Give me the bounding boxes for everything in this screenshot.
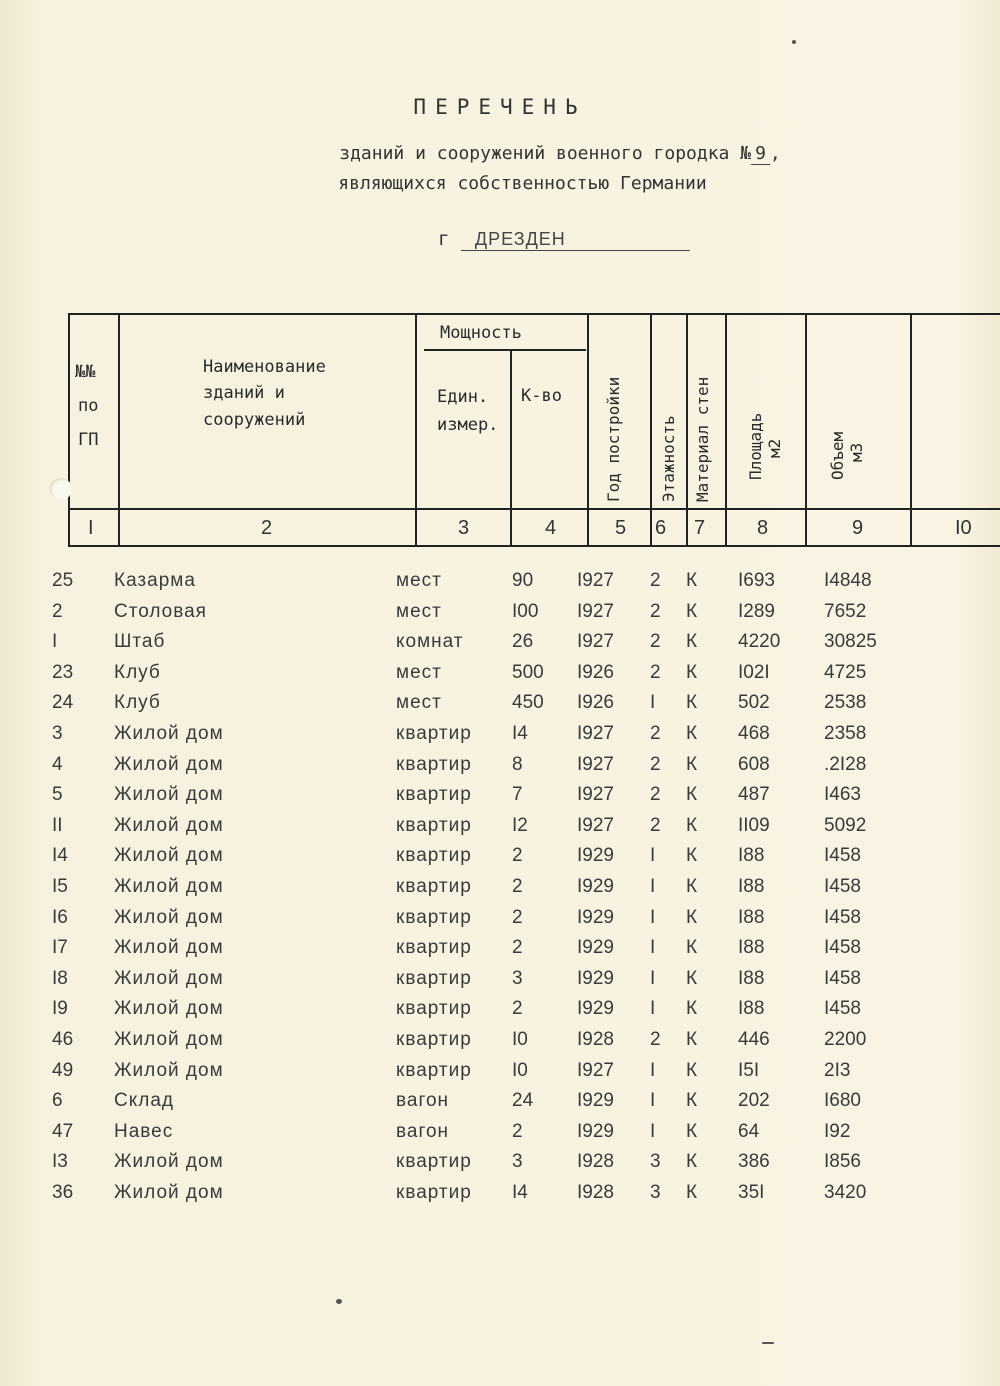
cell-year: I928	[577, 1151, 614, 1173]
header-volume-line1: Объем	[828, 431, 847, 480]
col-border-9	[910, 313, 912, 547]
cell-year: I928	[577, 1182, 614, 1203]
cell-gp: 24	[52, 692, 74, 714]
cell-name: Склад	[114, 1090, 174, 1112]
cell-year: I929	[577, 876, 614, 897]
cell-gp: II	[52, 814, 63, 836]
header-bottom-border	[68, 545, 1000, 547]
cell-qty: 2	[512, 937, 523, 959]
cell-qty: 450	[512, 692, 544, 714]
cell-volume: I458	[824, 998, 861, 1020]
cell-floors: 2	[650, 570, 661, 591]
table-row	[0, 662, 1000, 692]
cell-qty: 500	[512, 661, 544, 683]
cell-name: Штаб	[114, 631, 166, 653]
cell-area: 202	[738, 1090, 770, 1112]
cell-year: I927	[577, 784, 614, 806]
header-year: Год постройки	[604, 376, 623, 502]
cell-unit: квартир	[396, 845, 472, 867]
cell-floors: I	[650, 998, 656, 1020]
cell-volume: 3420	[824, 1182, 867, 1203]
cell-qty: I00	[512, 600, 539, 622]
cell-qty: 26	[512, 631, 534, 653]
city-prefix: г	[438, 228, 450, 250]
col-border-6	[686, 313, 688, 547]
cell-material: К	[686, 1182, 698, 1203]
cell-area: I88	[738, 876, 765, 897]
cell-material: К	[686, 600, 698, 622]
cell-area: 468	[738, 723, 770, 744]
cell-gp: I8	[52, 967, 68, 989]
cell-floors: I	[650, 1090, 656, 1112]
cell-area: I88	[738, 967, 765, 989]
cell-qty: 3	[512, 967, 523, 989]
cell-year: I929	[577, 1120, 614, 1142]
column-number-8: 8	[757, 517, 769, 539]
cell-material: К	[686, 814, 698, 836]
cell-qty: 3	[512, 1151, 523, 1173]
cell-name: Жилой дом	[114, 998, 224, 1020]
cell-area: 608	[738, 753, 770, 775]
column-number-7: 7	[694, 517, 706, 539]
cell-floors: 2	[650, 1029, 661, 1050]
cell-floors: I	[650, 1059, 656, 1081]
cell-year: I929	[577, 906, 614, 928]
cell-area: 4220	[738, 631, 781, 653]
cell-unit: мест	[396, 661, 442, 683]
header-unit-line2: измер.	[437, 415, 499, 436]
cell-year: I927	[577, 1059, 614, 1081]
table-row	[0, 1060, 1000, 1090]
cell-gp: I4	[52, 845, 68, 867]
table-row	[0, 631, 1000, 661]
column-number-5: 5	[615, 517, 627, 539]
column-number-4: 4	[545, 517, 557, 539]
table-row	[0, 1029, 1000, 1059]
cell-floors: I	[650, 876, 656, 897]
cell-gp: 4	[52, 753, 63, 775]
cell-year: I929	[577, 845, 614, 867]
cell-gp: 36	[52, 1182, 74, 1203]
col-border-3	[510, 350, 512, 547]
table-row	[0, 784, 1000, 814]
header-floors: Этажность	[659, 415, 678, 502]
cell-name: Жилой дом	[114, 906, 224, 928]
cell-unit: квартир	[396, 753, 472, 775]
column-number-3: 3	[458, 517, 470, 539]
table-row	[0, 876, 1000, 906]
header-capacity: Мощность	[440, 323, 522, 343]
col-border-8	[805, 313, 807, 547]
document-subtitle-line2: являющихся собственностью Германии	[338, 173, 707, 194]
cell-gp: 25	[52, 570, 74, 591]
cell-unit: квартир	[396, 723, 472, 744]
cell-material: К	[686, 661, 698, 683]
table-row	[0, 815, 1000, 845]
cell-qty: 2	[512, 1120, 523, 1142]
cell-area: 386	[738, 1151, 770, 1173]
cell-material: К	[686, 1151, 698, 1173]
table-row	[0, 907, 1000, 937]
table-row	[0, 937, 1000, 967]
cell-year: I927	[577, 570, 614, 591]
cell-qty: I0	[512, 1029, 528, 1050]
cell-material: К	[686, 570, 698, 591]
cell-area: I5I	[738, 1059, 760, 1081]
header-area-line2: м2	[765, 438, 785, 458]
header-volume	[828, 432, 866, 480]
header-gp-line1: №№	[75, 362, 96, 382]
town-number: 9	[751, 143, 770, 165]
col-border-5	[650, 313, 652, 547]
table-row	[0, 1182, 1000, 1212]
cell-volume: I463	[824, 784, 861, 806]
cell-year: I926	[577, 692, 614, 714]
table-row	[0, 754, 1000, 784]
ink-speck	[762, 1342, 774, 1344]
table-row	[0, 968, 1000, 998]
cell-area: 487	[738, 784, 770, 806]
cell-material: К	[686, 998, 698, 1020]
cell-material: К	[686, 631, 698, 653]
cell-name: Жилой дом	[114, 1029, 224, 1050]
cell-floors: 2	[650, 723, 661, 744]
cell-volume: I856	[824, 1151, 861, 1173]
cell-floors: 2	[650, 753, 661, 775]
table-row	[0, 845, 1000, 875]
subtitle-text: зданий и сооружений военного городка №	[339, 143, 752, 164]
col-border-7	[725, 313, 727, 547]
header-qty: К-во	[521, 386, 562, 406]
cell-unit: квартир	[396, 1151, 472, 1173]
cell-year: I929	[577, 1090, 614, 1112]
cell-volume: .2I28	[824, 753, 867, 775]
cell-unit: вагон	[396, 1090, 450, 1112]
cell-floors: 3	[650, 1151, 661, 1173]
cell-volume: 2358	[824, 723, 867, 744]
cell-material: К	[686, 1029, 698, 1050]
header-name	[203, 354, 326, 433]
cell-floors: 2	[650, 600, 661, 622]
cell-material: К	[686, 876, 698, 897]
cell-unit: вагон	[396, 1120, 450, 1142]
cell-name: Столовая	[114, 600, 207, 622]
table-row	[0, 692, 1000, 722]
cell-name: Жилой дом	[114, 1059, 224, 1081]
cell-year: I927	[577, 600, 614, 622]
cell-gp: 47	[52, 1120, 74, 1142]
cell-area: 446	[738, 1029, 770, 1050]
cell-gp: I7	[52, 937, 68, 959]
cell-qty: 24	[512, 1090, 534, 1112]
cell-material: К	[686, 692, 698, 714]
table-row	[0, 601, 1000, 631]
cell-material: К	[686, 753, 698, 775]
cell-volume: I458	[824, 876, 861, 897]
cell-material: К	[686, 845, 698, 867]
cell-material: К	[686, 937, 698, 959]
cell-gp: 2	[52, 600, 63, 622]
cell-unit: квартир	[396, 906, 472, 928]
header-name-line3: сооружений	[203, 409, 306, 430]
cell-qty: 90	[512, 570, 534, 591]
cell-unit: мест	[396, 692, 442, 714]
cell-year: I928	[577, 1029, 614, 1050]
cell-qty: 2	[512, 845, 523, 867]
header-volume-line2: м3	[847, 442, 867, 462]
cell-name: Клуб	[114, 661, 161, 683]
cell-area: II09	[738, 814, 770, 836]
cell-area: I02I	[738, 661, 770, 683]
cell-volume: I458	[824, 937, 861, 959]
table-row	[0, 723, 1000, 753]
col-border-2	[415, 313, 417, 547]
cell-volume: 4725	[824, 661, 867, 683]
cell-floors: 3	[650, 1182, 661, 1203]
header-gp-line2: по	[78, 396, 99, 416]
cell-area: 64	[738, 1120, 760, 1142]
ink-speck	[336, 1299, 342, 1304]
cell-name: Жилой дом	[114, 967, 224, 989]
cell-area: I88	[738, 998, 765, 1020]
cell-year: I927	[577, 723, 614, 744]
cell-volume: 5092	[824, 814, 867, 836]
cell-floors: I	[650, 845, 656, 867]
column-number-6: 6	[655, 517, 667, 539]
cell-name: Жилой дом	[114, 1182, 224, 1203]
header-unit	[437, 383, 498, 439]
cell-area: I88	[738, 845, 765, 867]
cell-gp: I3	[52, 1151, 68, 1173]
cell-unit: квартир	[396, 814, 472, 836]
cell-floors: 2	[650, 661, 661, 683]
header-name-line2: зданий и	[203, 383, 285, 404]
city-value: ДРЕЗДЕН	[461, 229, 690, 251]
cell-floors: I	[650, 967, 656, 989]
col-border-4	[587, 313, 589, 547]
cell-volume: 2200	[824, 1029, 867, 1050]
cell-gp: 23	[52, 661, 74, 683]
header-area-line1: Площадь	[746, 412, 765, 480]
cell-volume: I458	[824, 906, 861, 928]
cell-volume: 7652	[824, 600, 867, 622]
cell-qty: I4	[512, 1182, 528, 1203]
cell-qty: 2	[512, 876, 523, 897]
cell-qty: 2	[512, 998, 523, 1020]
cell-gp: 46	[52, 1029, 74, 1050]
subtitle-comma: ,	[769, 143, 781, 164]
cell-name: Жилой дом	[114, 784, 224, 806]
cell-area: I289	[738, 600, 775, 622]
document-title: ПЕРЕЧЕНЬ	[413, 95, 587, 119]
cell-name: Навес	[114, 1120, 174, 1142]
table-row	[0, 1121, 1000, 1151]
cell-qty: I2	[512, 814, 528, 836]
cell-material: К	[686, 1090, 698, 1112]
cell-unit: квартир	[396, 967, 472, 989]
cell-qty: 8	[512, 753, 523, 775]
cell-volume: I458	[824, 845, 861, 867]
cell-material: К	[686, 723, 698, 744]
cell-area: 35I	[738, 1182, 765, 1203]
column-number-10: I0	[955, 517, 972, 539]
header-name-line1: Наименование	[203, 357, 326, 377]
table-row	[0, 1090, 1000, 1120]
cell-gp: I9	[52, 998, 68, 1020]
cell-name: Жилой дом	[114, 1151, 224, 1173]
cell-unit: квартир	[396, 784, 472, 806]
cell-qty: 7	[512, 784, 523, 806]
header-area	[746, 413, 784, 480]
cell-name: Жилой дом	[114, 723, 224, 744]
cell-unit: квартир	[396, 998, 472, 1020]
cell-volume: I458	[824, 967, 861, 989]
cell-year: I929	[577, 998, 614, 1020]
cell-qty: 2	[512, 906, 523, 928]
cell-unit: квартир	[396, 1059, 472, 1081]
cell-gp: I5	[52, 876, 68, 897]
cell-volume: I4848	[824, 570, 872, 591]
cell-floors: I	[650, 937, 656, 959]
column-number-2: 2	[261, 517, 273, 539]
cell-material: К	[686, 784, 698, 806]
cell-material: К	[686, 1059, 698, 1081]
cell-material: К	[686, 906, 698, 928]
cell-gp: 6	[52, 1090, 63, 1112]
cell-name: Жилой дом	[114, 876, 224, 897]
capacity-divider	[424, 349, 586, 351]
cell-year: I929	[577, 937, 614, 959]
table-row	[0, 998, 1000, 1028]
cell-volume: 2538	[824, 692, 867, 714]
cell-area: I88	[738, 906, 765, 928]
cell-qty: I4	[512, 723, 528, 744]
cell-name: Казарма	[114, 570, 196, 591]
cell-gp: I6	[52, 906, 68, 928]
cell-name: Жилой дом	[114, 937, 224, 959]
cell-name: Жилой дом	[114, 753, 224, 775]
cell-area: I88	[738, 937, 765, 959]
cell-year: I927	[577, 631, 614, 653]
cell-unit: мест	[396, 600, 442, 622]
cell-area: I693	[738, 570, 775, 591]
table-row	[0, 570, 1000, 600]
ink-speck	[792, 40, 796, 44]
cell-floors: I	[650, 692, 656, 714]
cell-gp: 5	[52, 784, 63, 806]
cell-floors: 2	[650, 631, 661, 653]
header-material: Материал стен	[693, 376, 712, 502]
column-number-9: 9	[852, 517, 864, 539]
col-border-1	[118, 313, 120, 547]
cell-floors: 2	[650, 784, 661, 806]
column-number-1: I	[88, 517, 94, 539]
cell-floors: 2	[650, 814, 661, 836]
cell-name: Жилой дом	[114, 845, 224, 867]
cell-unit: квартир	[396, 1182, 472, 1203]
punch-hole	[50, 478, 72, 500]
cell-unit: мест	[396, 570, 442, 591]
cell-area: 502	[738, 692, 770, 714]
cell-qty: I0	[512, 1059, 528, 1081]
cell-volume: I92	[824, 1120, 851, 1142]
header-unit-line1: Един.	[437, 387, 489, 407]
cell-year: I926	[577, 661, 614, 683]
header-top-border	[68, 313, 1000, 315]
cell-gp: 49	[52, 1059, 74, 1081]
cell-name: Клуб	[114, 692, 161, 714]
cell-name: Жилой дом	[114, 814, 224, 836]
cell-year: I927	[577, 814, 614, 836]
col-border-0	[68, 313, 70, 547]
cell-unit: квартир	[396, 1029, 472, 1050]
cell-gp: I	[52, 631, 58, 653]
cell-volume: 30825	[824, 631, 877, 653]
cell-material: К	[686, 967, 698, 989]
header-mid-border	[68, 508, 1000, 510]
cell-volume: I680	[824, 1090, 861, 1112]
cell-volume: 2I3	[824, 1059, 851, 1081]
cell-floors: I	[650, 906, 656, 928]
cell-material: К	[686, 1120, 698, 1142]
cell-gp: 3	[52, 723, 63, 744]
header-gp-line3: ГП	[78, 430, 99, 450]
cell-floors: I	[650, 1120, 656, 1142]
header-gp	[75, 355, 98, 457]
cell-unit: квартир	[396, 937, 472, 959]
table-row	[0, 1151, 1000, 1181]
cell-unit: комнат	[396, 631, 464, 653]
cell-year: I927	[577, 753, 614, 775]
cell-year: I929	[577, 967, 614, 989]
cell-unit: квартир	[396, 876, 472, 897]
